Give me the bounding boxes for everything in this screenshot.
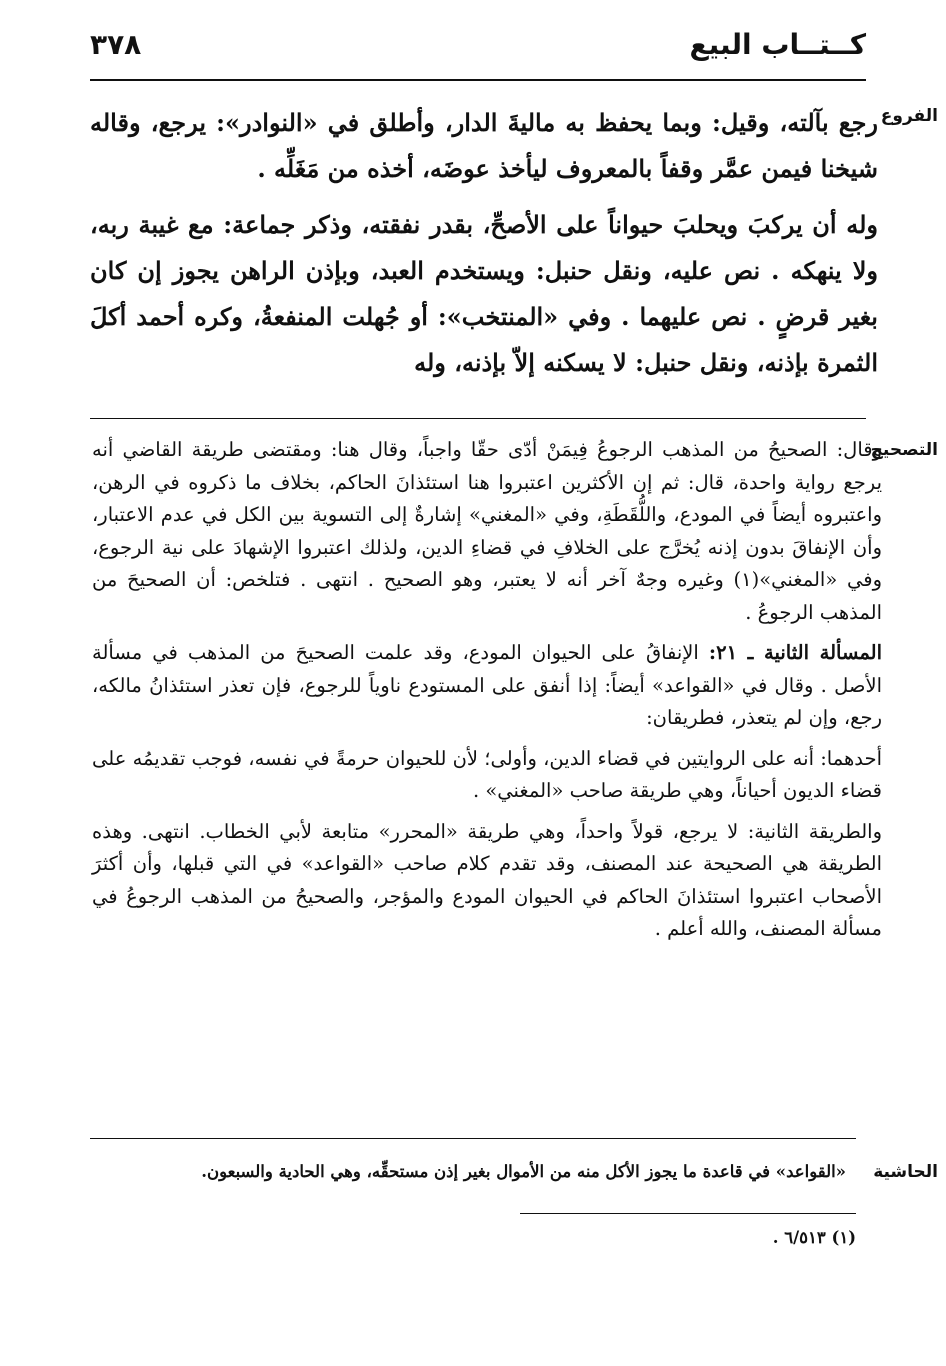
tashih-paragraph	[92, 637, 882, 735]
hashiya-section	[118, 1158, 846, 1186]
page-number: ٣٧٨	[90, 28, 142, 61]
margin-label-furu: الفروع	[880, 106, 938, 126]
footnote-divider	[520, 1213, 856, 1214]
furu-paragraph: وله أن يركبَ ويحلبَ حيواناً على الأصحِّ، بقدر نفقته، وذكر جماعة: مع غيبة ربه، ولا ينهكه . نص عليه، ونقل حنبل: ويستخدم العبد، وبإذن الراهن يجوز إن كان بغير قرضٍ . نص عليهما . وفي «المنتخب»: أو جُهلت المنفعةُ، وكره أحمد أكلَ الثمرة بإذنه، ونقل حنبل: لا يسكنه إلاّ بإذنه، وله	[90, 210, 879, 377]
header-divider	[90, 79, 866, 81]
footnote-text: (١) ٦/٥١٣ .	[772, 1228, 856, 1247]
issue-heading: المسألة الثانية ـ ٢١:	[708, 641, 882, 664]
issue-text: الإنفاقُ على الحيوان المودع، وقد علمت الصحيحَ من المذهب في مسألة الأصل . وقال في «القواعد» أيضاً: إذا أنفق على المستودع ناوياً للرجوع، فإن تعذر استئذانُ مالكه، رجع، وإن لم يتعذر، فطريقان:	[92, 641, 882, 729]
tashih-paragraph: وقال: الصحيحُ من المذهب الرجوعُ فِيمَنْ أدّى حقّا واجباً، وقال هنا: ومقتضى طريقة القاضي أنه يرجع رواية واحدة، قال: ثم إن الأكثرين اعتبروا هنا استئذانَ الحاكم، بخلاف ما ذكروه في الرهن، واعتبروه أيضاً في المودع، واللُّقَطَةِ، وفي «المغني» إشارةٌ إلى التسوية بين الكل في عدم الاعتبار، وأن الإنفاقَ بدون إذنه يُخرَّج على الخلافِ في قضاءِ الدين، ولذلك اعتبروا الإشهادَ على نية الرجوع، وفي «المغني»(١) وغيره وجهٌ آخر أنه لا يعتبر، وهو الصحيح . انتهى . فتلخص: أن الصحيحَ من المذهب الرجوعُ .	[92, 438, 882, 624]
section-divider	[90, 418, 866, 419]
furu-paragraph: رجع بآلته، وقيل: وبما يحفظ به ماليةَ الدار، وأطلق في «النوادر»: يرجع، وقاله شيخنا فيمن عمَّر وقفاً بالمعروف ليأخذ عوضَه، أخذه من مَغَلِّه .	[90, 108, 878, 183]
tashih-paragraph: أحدهما: أنه على الروايتين في قضاء الدين، وأولى؛ لأن للحيوان حرمةً في نفسه، فوجب تقديمُه على قضاء الديون أحياناً، وهي طريقة صاحب «المغني» .	[92, 746, 882, 802]
section-divider	[90, 1138, 856, 1139]
chapter-title: كــتــاب البيع	[689, 28, 866, 61]
tashih-paragraph: والطريقة الثانية: لا يرجع، قولاً واحداً، وهي طريقة «المحرر» متابعة لأبي الخطاب. انتهى. وهذه الطريقة هي الصحيحة عند المصنف، وقد تقدم كلام صاحب «القواعد» في التي قبلها، وأن أكثرَ الأصحاب اعتبروا استئذانَ الحاكم في الحيوان المودع والمؤجر، والصحيحُ من المذهب الرجوعُ في مسألة المصنف، والله أعلم .	[92, 819, 882, 940]
margin-label-hashiya: الحاشية	[873, 1162, 938, 1182]
page-header	[90, 28, 866, 76]
hashiya-text: «القواعد» في قاعدة ما يجوز الأكل منه من الأموال بغير إذن مستحقِّه، وهي الحادية والسبعون.	[201, 1162, 846, 1181]
margin-label-tashih: التصحيح	[870, 440, 938, 460]
footnote	[520, 1224, 856, 1252]
furu-section	[90, 100, 878, 396]
tashih-section	[92, 434, 882, 954]
